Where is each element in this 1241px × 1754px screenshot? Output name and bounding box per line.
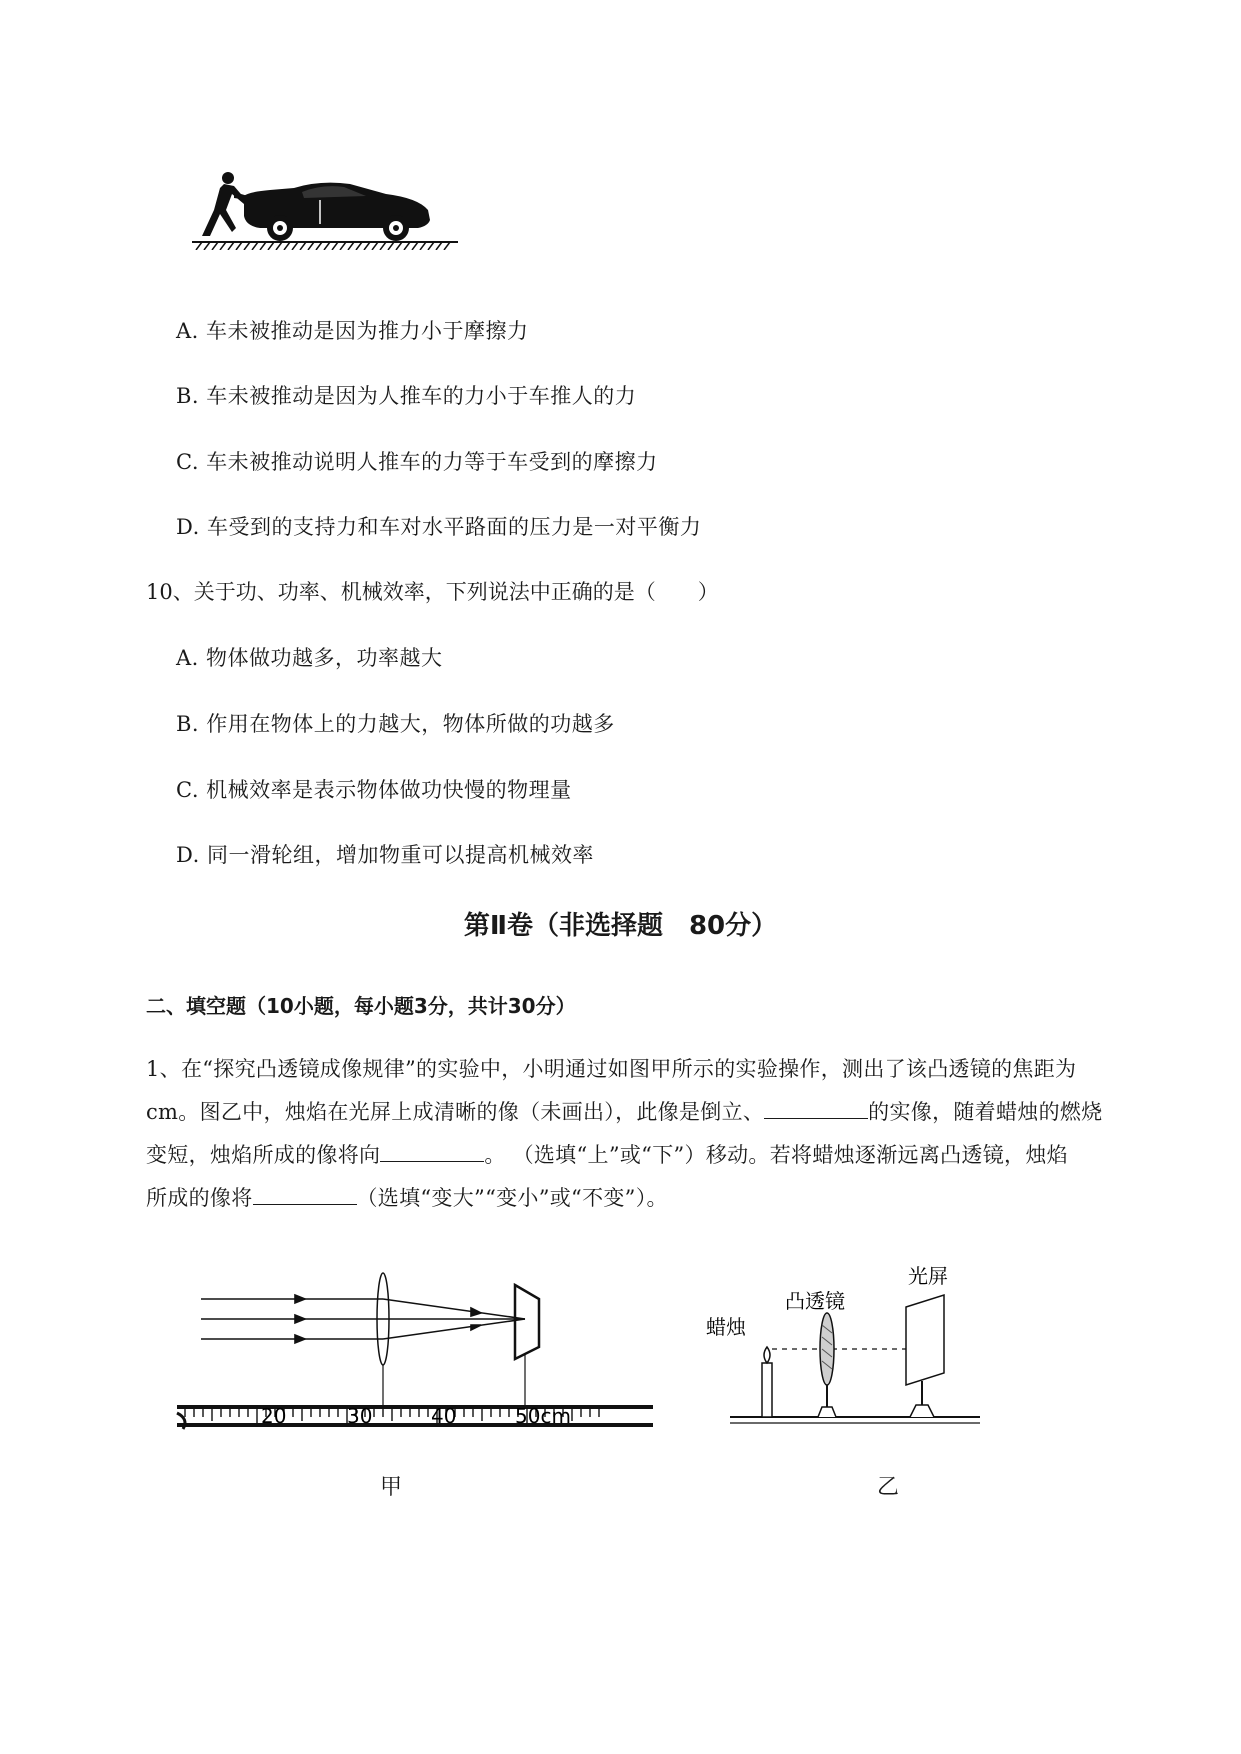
label-candle: 蜡烛 — [706, 1315, 746, 1339]
fill1-line-4: 所成的像将 （选填“变大”“变小”或“不变”）。 — [146, 1186, 668, 1210]
q10-option-a: A. 物体做功越多，功率越大 — [176, 646, 443, 670]
q9-option-b: B. 车未被推动是因为人推车的力小于车推人的力 — [176, 384, 637, 408]
candle — [762, 1347, 772, 1417]
tick-label-50: 50cm — [515, 1404, 571, 1428]
push-car-illustration — [190, 170, 460, 250]
screen-2 — [906, 1295, 944, 1417]
tick-label-20: 20 — [261, 1404, 287, 1428]
figure-yi — [700, 1255, 1000, 1435]
person-silhouette — [202, 172, 248, 236]
convex-lens-2 — [818, 1313, 836, 1417]
caption-jia: 甲 — [380, 1475, 403, 1500]
answer-blank-2[interactable] — [380, 1143, 484, 1162]
imaging-setup-diagram — [700, 1255, 1000, 1435]
answer-blank-3[interactable] — [253, 1186, 357, 1205]
figure-jia — [175, 1255, 655, 1435]
focal-length-diagram — [175, 1255, 655, 1435]
light-rays — [201, 1295, 525, 1343]
fill1-line-2: cm。图乙中，烛焰在光屏上成清晰的像（未画出），此像是倒立、 的实像，随着蜡烛的燃烧 — [146, 1100, 1103, 1124]
q10-option-b: B. 作用在物体上的力越大，物体所做的功越多 — [176, 712, 615, 736]
figure-push-car — [190, 170, 460, 250]
q10-option-d: D. 同一滑轮组，增加物重可以提高机械效率 — [176, 843, 594, 867]
car-silhouette — [244, 183, 430, 241]
q9-option-c: C. 车未被推动说明人推车的力等于车受到的摩擦力 — [176, 450, 658, 474]
q9-option-a: A. 车未被推动是因为推力小于摩擦力 — [176, 319, 529, 343]
part2-title: 第Ⅱ卷（非选择题 80分） — [463, 911, 778, 941]
fill1-paragraph — [146, 1048, 1156, 1220]
q10-option-c: C. 机械效率是表示物体做功快慢的物理量 — [176, 778, 572, 802]
label-screen: 光屏 — [908, 1264, 948, 1288]
q10-stem: 10、关于功、功率、机械效率，下列说法中正确的是（ ） — [146, 580, 719, 604]
q9-option-d: D. 车受到的支持力和车对水平路面的压力是一对平衡力 — [176, 515, 702, 539]
answer-blank-1[interactable] — [764, 1100, 868, 1119]
label-lens: 凸透镜 — [785, 1289, 845, 1313]
tick-label-30: 30 — [347, 1404, 373, 1428]
section-heading: 二、填空题（10小题，每小题3分，共计30分） — [146, 994, 576, 1018]
light-screen — [515, 1285, 539, 1359]
caption-yi: 乙 — [877, 1475, 900, 1500]
tick-label-40: 40 — [431, 1404, 457, 1428]
fill1-line-3: 变短，烛焰所成的像将向 。 （选填“上”或“下”）移动。若将蜡烛逐渐远离凸透镜，烛焰 — [146, 1143, 1068, 1167]
fill1-line-1: 1、在“探究凸透镜成像规律”的实验中，小明通过如图甲所示的实验操作，测出了该凸透镜的焦距为 — [146, 1057, 1077, 1081]
